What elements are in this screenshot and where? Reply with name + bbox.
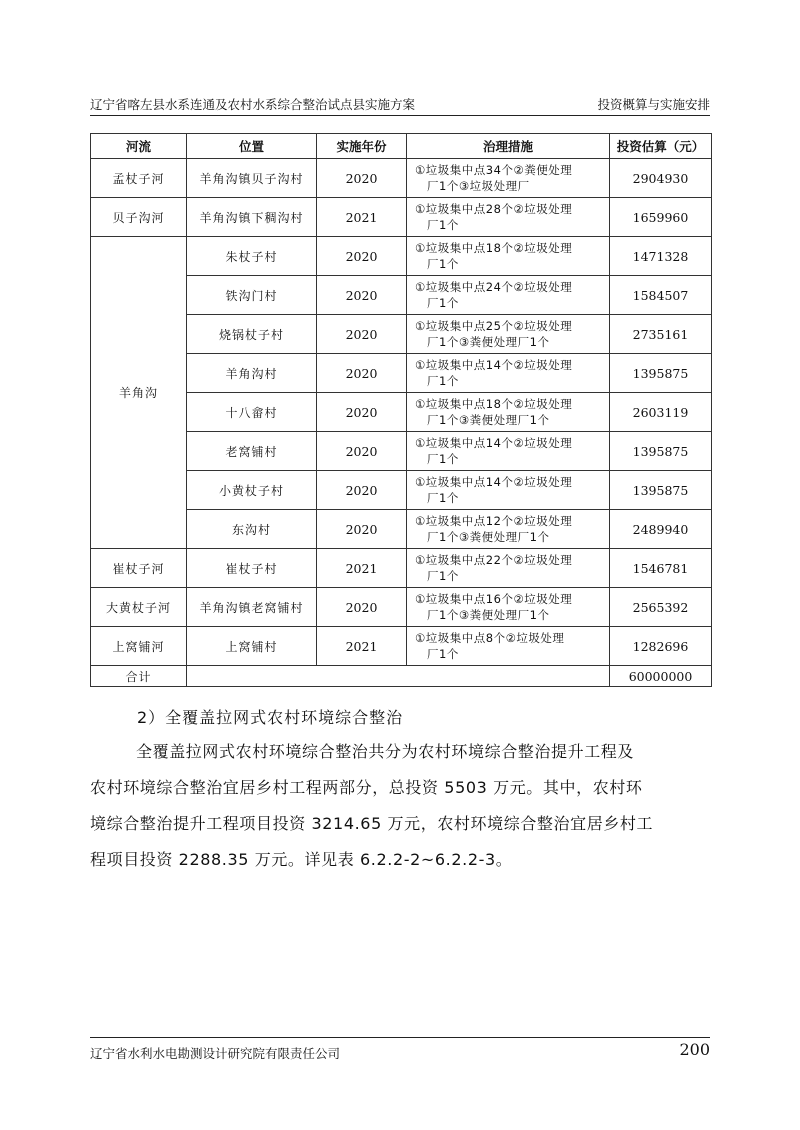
measures-line-1: ①垃圾集中点12个②垃圾处理 <box>415 514 573 528</box>
cell-year: 2020 <box>317 354 407 393</box>
cell-cost: 1395875 <box>610 471 712 510</box>
cell-cost: 2735161 <box>610 315 712 354</box>
cell-year: 2020 <box>317 315 407 354</box>
cell-location: 铁沟门村 <box>187 276 317 315</box>
paragraph-line: 程项目投资 2288.35 万元。详见表 6.2.2-2~6.2.2-3。 <box>90 850 513 869</box>
column-header-cost: 投资估算（元） <box>610 134 712 159</box>
table-row <box>91 549 712 588</box>
column-header-measures: 治理措施 <box>407 134 610 159</box>
measures-line-1: ①垃圾集中点22个②垃圾处理 <box>415 553 573 567</box>
cell-measures <box>407 393 610 432</box>
header-chapter-title: 投资概算与实施安排 <box>597 97 710 112</box>
cell-cost: 1282696 <box>610 627 712 666</box>
cell-location: 羊角沟镇贝子沟村 <box>187 159 317 198</box>
cell-location: 崔杖子村 <box>187 549 317 588</box>
cell-river: 贝子沟河 <box>91 198 187 237</box>
measures-line-2: 厂1个 <box>427 218 459 232</box>
cell-location: 小黄杖子村 <box>187 471 317 510</box>
measures-line-2: 厂1个 <box>427 257 459 271</box>
table-row <box>91 237 712 276</box>
measures-line-1: ①垃圾集中点28个②垃圾处理 <box>415 202 573 216</box>
total-empty-cell <box>187 666 610 687</box>
cell-river: 大黄杖子河 <box>91 588 187 627</box>
investment-table <box>90 133 712 687</box>
cell-year: 2020 <box>317 432 407 471</box>
cell-cost: 1395875 <box>610 432 712 471</box>
table-total-row <box>91 666 712 687</box>
section-heading: 2）全覆盖拉网式农村环境综合整治 <box>137 708 404 727</box>
cell-measures <box>407 588 610 627</box>
measures-line-2: 厂1个③粪便处理厂1个 <box>427 530 550 544</box>
cell-measures <box>407 315 610 354</box>
cell-river: 孟杖子河 <box>91 159 187 198</box>
cell-year: 2020 <box>317 237 407 276</box>
cell-measures <box>407 159 610 198</box>
cell-cost: 1584507 <box>610 276 712 315</box>
cell-cost: 2489940 <box>610 510 712 549</box>
cell-location: 老窝铺村 <box>187 432 317 471</box>
cell-cost: 1471328 <box>610 237 712 276</box>
cell-river: 崔杖子河 <box>91 549 187 588</box>
total-label: 合计 <box>91 666 187 687</box>
cell-measures <box>407 198 610 237</box>
cell-cost: 2904930 <box>610 159 712 198</box>
cell-river: 上窝铺河 <box>91 627 187 666</box>
measures-line-1: ①垃圾集中点34个②粪便处理 <box>415 163 573 177</box>
measures-line-1: ①垃圾集中点18个②垃圾处理 <box>415 241 573 255</box>
total-value: 60000000 <box>610 666 712 687</box>
measures-line-1: ①垃圾集中点18个②垃圾处理 <box>415 397 573 411</box>
measures-line-2: 厂1个 <box>427 452 459 466</box>
measures-line-1: ①垃圾集中点16个②垃圾处理 <box>415 592 573 606</box>
body-paragraph <box>90 734 712 878</box>
column-header-year: 实施年份 <box>317 134 407 159</box>
cell-measures <box>407 549 610 588</box>
cell-river-merged: 羊角沟 <box>91 237 187 549</box>
cell-cost: 1546781 <box>610 549 712 588</box>
column-header-location: 位置 <box>187 134 317 159</box>
cell-measures <box>407 354 610 393</box>
cell-cost: 1659960 <box>610 198 712 237</box>
cell-year: 2021 <box>317 549 407 588</box>
table-row <box>91 198 712 237</box>
measures-line-1: ①垃圾集中点24个②垃圾处理 <box>415 280 573 294</box>
measures-line-2: 厂1个 <box>427 374 459 388</box>
page-number: 200 <box>679 1040 710 1059</box>
table-row <box>91 159 712 198</box>
measures-line-1: ①垃圾集中点25个②垃圾处理 <box>415 319 573 333</box>
measures-line-1: ①垃圾集中点14个②垃圾处理 <box>415 436 573 450</box>
cell-location: 十八畲村 <box>187 393 317 432</box>
cell-location: 羊角沟村 <box>187 354 317 393</box>
paragraph-line: 农村环境综合整治宜居乡村工程两部分，总投资 5503 万元。其中，农村环 <box>90 778 643 797</box>
table-row <box>91 588 712 627</box>
cell-year: 2020 <box>317 159 407 198</box>
cell-location: 羊角沟镇老窝铺村 <box>187 588 317 627</box>
paragraph-line: 境综合整治提升工程项目投资 3214.65 万元，农村环境综合整治宜居乡村工 <box>90 814 654 833</box>
measures-line-2: 厂1个③粪便处理厂1个 <box>427 608 550 622</box>
measures-line-1: ①垃圾集中点8个②垃圾处理 <box>415 631 565 645</box>
footer-organization: 辽宁省水利水电勘测设计研究院有限责任公司 <box>90 1046 341 1061</box>
paragraph-line: 全覆盖拉网式农村环境综合整治共分为农村环境综合整治提升工程及 <box>136 742 635 761</box>
cell-location: 朱杖子村 <box>187 237 317 276</box>
cell-year: 2021 <box>317 627 407 666</box>
measures-line-2: 厂1个③垃圾处理厂 <box>427 179 530 193</box>
cell-cost: 2565392 <box>610 588 712 627</box>
measures-line-2: 厂1个 <box>427 296 459 310</box>
page-header <box>90 93 710 116</box>
cell-year: 2020 <box>317 510 407 549</box>
column-header-river: 河流 <box>91 134 187 159</box>
cell-location: 上窝铺村 <box>187 627 317 666</box>
cell-measures <box>407 510 610 549</box>
table-header-row <box>91 134 712 159</box>
measures-line-1: ①垃圾集中点14个②垃圾处理 <box>415 358 573 372</box>
cell-measures <box>407 627 610 666</box>
cell-year: 2020 <box>317 276 407 315</box>
cell-measures <box>407 276 610 315</box>
measures-line-2: 厂1个③粪便处理厂1个 <box>427 413 550 427</box>
measures-line-2: 厂1个 <box>427 569 459 583</box>
cell-year: 2021 <box>317 198 407 237</box>
cell-measures <box>407 471 610 510</box>
cell-year: 2020 <box>317 471 407 510</box>
cell-measures <box>407 237 610 276</box>
cell-year: 2020 <box>317 588 407 627</box>
measures-line-2: 厂1个 <box>427 491 459 505</box>
header-document-title: 辽宁省喀左县水系连通及农村水系综合整治试点县实施方案 <box>90 97 416 112</box>
measures-line-1: ①垃圾集中点14个②垃圾处理 <box>415 475 573 489</box>
cell-location: 烧锅杖子村 <box>187 315 317 354</box>
cell-location: 羊角沟镇下稠沟村 <box>187 198 317 237</box>
cell-location: 东沟村 <box>187 510 317 549</box>
cell-cost: 2603119 <box>610 393 712 432</box>
page-footer <box>90 1037 710 1064</box>
measures-line-2: 厂1个③粪便处理厂1个 <box>427 335 550 349</box>
cell-cost: 1395875 <box>610 354 712 393</box>
cell-year: 2020 <box>317 393 407 432</box>
table-row <box>91 627 712 666</box>
cell-measures <box>407 432 610 471</box>
measures-line-2: 厂1个 <box>427 647 459 661</box>
